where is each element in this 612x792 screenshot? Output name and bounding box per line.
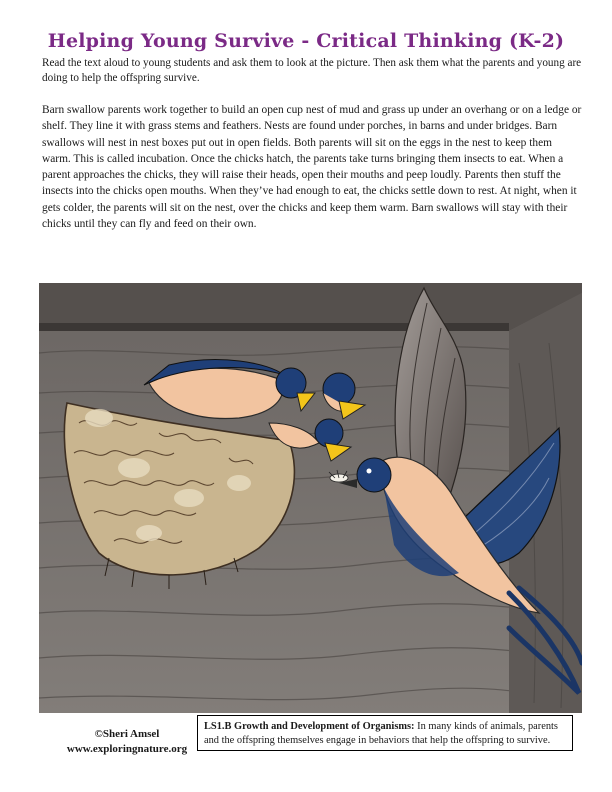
barn-swallow-illustration bbox=[39, 283, 582, 713]
parent-head bbox=[357, 458, 391, 492]
reading-passage: Barn swallow parents work together to build an open cup nest of mud and grass up under an overhang or on a ledge or shelf. They line it with grass stems and feathers. Nests are found under porches, in barns and under bridges. Barn swallows will nest in nest boxes put out in open fields. Both parents will sit on the eggs in the nest to keep them warm. This is called incubation. Once the chicks hatch, the parents take turns bringing them insects to eat. When a parent approaches the chicks, they will raise their heads, open their mouths and peep loudly. Parents then stuff the insects into the chicks open mouths. When they’ve had enough to eat, the chicks settle down to rest. At night, when it gets colder, the parents will sit on the nest, over the chicks and keep them warm. Barn swallows will stay with their chicks until they can fly and feed on their own. bbox=[42, 104, 582, 231]
standard-text: In many kinds of animals, parents and the offspring themselves engage in behaviors that help the offspring to survive. bbox=[204, 721, 558, 746]
website-link[interactable]: www.exploringnature.org bbox=[66, 743, 188, 755]
copyright-text: ©Sheri Amsel bbox=[94, 728, 160, 740]
worksheet-title: Helping Young Survive - Critical Thinking (K-2) bbox=[47, 30, 565, 52]
teacher-instructions: Read the text aloud to young students and ask them to look at the picture. Then ask them what the parents and young are doing to help the offspring survive. bbox=[42, 57, 582, 84]
standard-heading: LS1.B Growth and Development of Organisms: bbox=[204, 721, 415, 732]
copyright-credit bbox=[42, 727, 212, 757]
standard-box bbox=[197, 715, 573, 751]
